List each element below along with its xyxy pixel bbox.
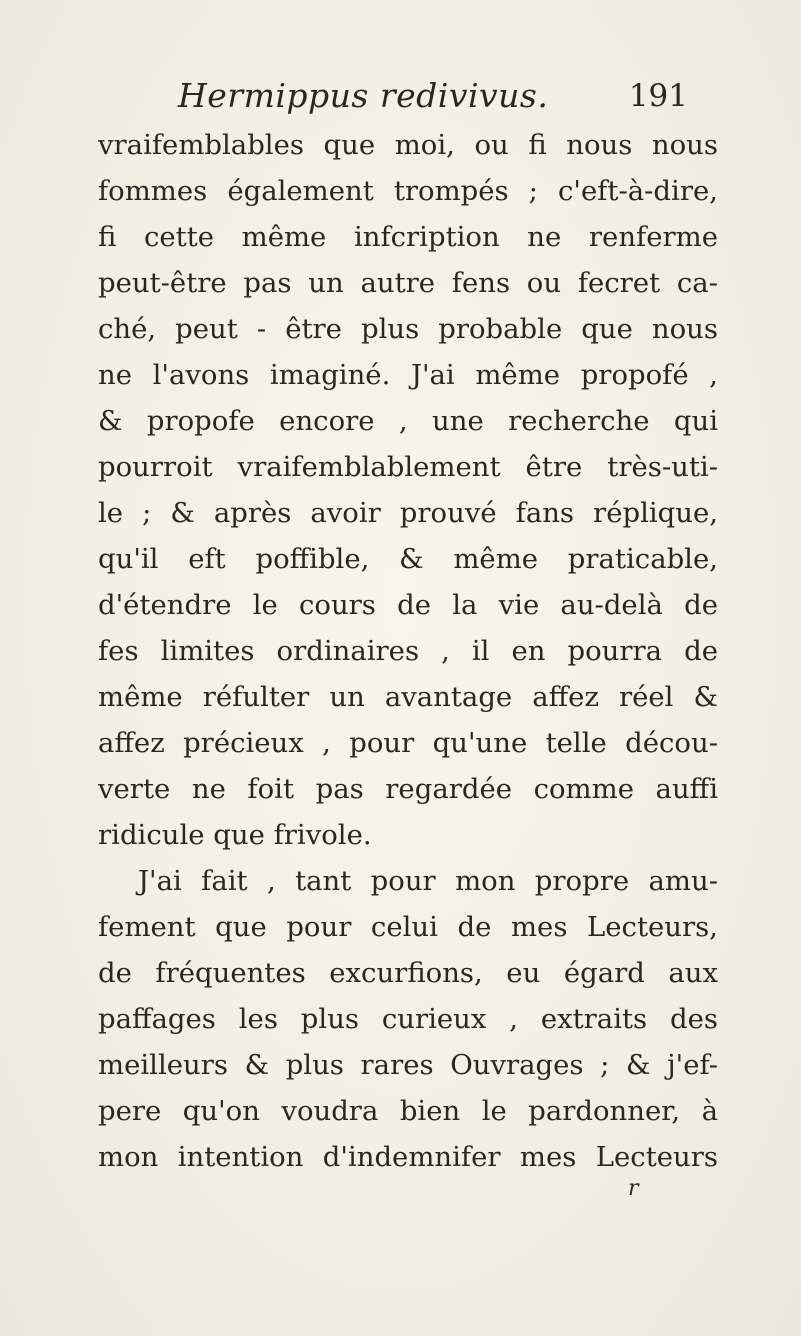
text-line: & propofe encore , une recherche qui — [98, 405, 718, 437]
text-line: verte ne foit pas regardée comme auffi — [98, 773, 718, 805]
text-line: fi cette même infcription ne renferme — [98, 221, 718, 253]
text-line: mon intention d'indemnifer mes Lecteurs — [98, 1141, 718, 1173]
text-line: ne l'avons imaginé. J'ai même propofé , — [98, 359, 718, 391]
text-line: de fréquentes excurfions, eu égard aux — [98, 957, 718, 989]
text-line: meilleurs & plus rares Ouvrages ; & j'ef- — [98, 1049, 718, 1081]
text-line: J'ai fait , tant pour mon propre amu- — [138, 865, 718, 897]
text-line: même réfulter un avantage affez réel & — [98, 681, 718, 713]
text-line: pere qu'on voudra bien le pardonner, à — [98, 1095, 718, 1127]
text-line: vraifemblables que moi, ou fi nous nous — [98, 129, 718, 161]
text-line: fommes également trompés ; c'eft-à-dire, — [98, 175, 718, 207]
text-line: fes limites ordinaires , il en pourra de — [98, 635, 718, 667]
body-text — [98, 122, 718, 1180]
text-line: d'étendre le cours de la vie au-delà de — [98, 589, 718, 621]
text-line: peut-être pas un autre fens ou fecret ca- — [98, 267, 718, 299]
signature-mark: r — [628, 1176, 639, 1201]
text-line: ridicule que frivole. — [98, 819, 372, 851]
text-line: fement que pour celui de mes Lecteurs, — [98, 911, 718, 943]
text-line: ché, peut - être plus probable que nous — [98, 313, 718, 345]
text-line: affez précieux , pour qu'une telle décou- — [98, 727, 718, 759]
running-title: Hermippus redivivus. — [178, 76, 549, 115]
text-line: le ; & après avoir prouvé fans réplique, — [98, 497, 718, 529]
text-line: qu'il eft poffible, & même praticable, — [98, 543, 718, 575]
text-line: pourroit vraifemblablement être très-uti- — [98, 451, 718, 483]
page-number: 191 — [628, 78, 688, 114]
page-header — [178, 76, 688, 126]
text-line: paffages les plus curieux , extraits des — [98, 1003, 718, 1035]
